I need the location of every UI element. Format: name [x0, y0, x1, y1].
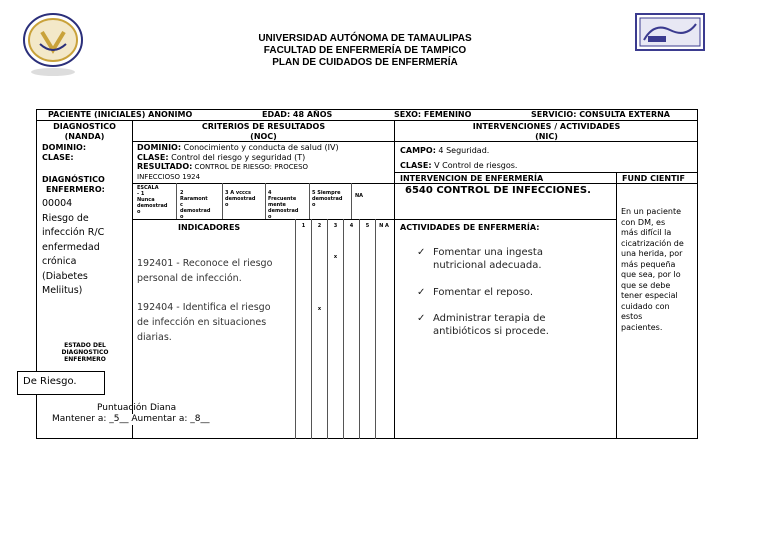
- dx-line: crónica: [42, 256, 77, 267]
- score-col-2: 2: [317, 223, 322, 229]
- noc-class-label: CLASE:: [137, 152, 169, 162]
- text-line: CLASE:: [400, 161, 432, 170]
- noc-result-label: RESULTADO:: [137, 162, 193, 171]
- text-line: 4 Seguridad.: [435, 146, 490, 155]
- text-line: o: [268, 214, 272, 220]
- text-line: o: [312, 202, 316, 208]
- activity-1: [417, 246, 543, 272]
- text-line: que sea, por lo: [621, 270, 681, 279]
- text-line: más pequeña: [621, 259, 676, 269]
- text-line: NA: [355, 193, 364, 199]
- dx-status-line: DIAGNOSTICO: [61, 349, 109, 356]
- dx-nurse-label-1: DIAGNÓSTICO: [42, 175, 105, 184]
- criteria-header: CRITERIOS DE RESULTADOS: [201, 122, 326, 131]
- noc-result-value-2: INFECCIOSO 1924: [137, 172, 201, 181]
- dx-nurse-label-2: ENFERMERO:: [46, 185, 105, 194]
- dx-status-line: ENFERMERO: [64, 356, 106, 363]
- patient-age: EDAD: 48 AÑOS: [262, 110, 333, 119]
- nursing-intervention-header: INTERVENCION DE ENFERMERÍA: [400, 174, 544, 183]
- noc-class-value: Control del riesgo y seguridad (T): [168, 152, 306, 162]
- dx-line: enfermedad: [42, 241, 100, 253]
- text-line: estos: [621, 312, 643, 321]
- activities-label: ACTIVIDADES DE ENFERMERÍA:: [400, 223, 540, 232]
- text-line: o: [137, 209, 141, 215]
- text-line: V Control de riesgos.: [431, 161, 518, 170]
- text-line: cicatrización de: [621, 238, 684, 248]
- nic-field: [400, 146, 489, 155]
- indicator-1-mark: x: [333, 254, 338, 260]
- interventions-header: INTERVENCIONES / ACTIVIDADES: [472, 122, 621, 131]
- text-line: En un paciente: [621, 207, 682, 216]
- text-line: c: [180, 202, 183, 208]
- text-line: Administrar terapia de: [433, 313, 546, 324]
- text-line: Raramont: [180, 196, 208, 202]
- fund-header: FUND CIENTIF: [622, 174, 685, 183]
- text-line: Fomentar una ingesta: [433, 247, 543, 258]
- text-line: 192404 - Identifica el riesgo: [137, 302, 271, 313]
- indicator-2: [137, 300, 271, 345]
- dx-line: Meliitus): [42, 285, 83, 296]
- check-icon: ✓: [417, 287, 426, 298]
- activity-2: [417, 286, 533, 299]
- dx-status-value: De Riesgo.: [17, 371, 105, 395]
- score-target: Mantener a: _5__ Aumentar a: _8__: [52, 414, 210, 424]
- text-line: cuidado con: [621, 301, 670, 311]
- scale-1: [137, 185, 175, 215]
- diagnosis-subheader: (NANDA): [64, 132, 105, 141]
- text-line: CAMPO:: [400, 146, 436, 155]
- text-line: nutricional adecuada.: [433, 260, 542, 271]
- text-line: diarias.: [137, 332, 172, 343]
- patient-initials: PACIENTE (INICIALES) ANONIMO: [48, 110, 193, 119]
- text-line: demostrad: [268, 208, 299, 214]
- intervention-title: 6540 CONTROL DE INFECCIONES.: [405, 185, 591, 196]
- text-line: tener especial: [621, 291, 678, 300]
- dx-class-label: CLASE:: [42, 153, 74, 162]
- text-line: antibióticos si procede.: [433, 326, 549, 337]
- text-line: o: [225, 202, 229, 208]
- criteria-subheader: (NOC): [250, 132, 277, 141]
- scale-na: [355, 193, 385, 199]
- text-line: de infección en situaciones: [137, 317, 267, 328]
- score-col-5: 5: [365, 223, 370, 229]
- text-line: pacientes.: [621, 322, 663, 332]
- text-line: demostrad: [312, 196, 343, 202]
- university-name: UNIVERSIDAD AUTÓNOMA DE TAMAULIPAS: [258, 33, 472, 44]
- text-line: más difícil la: [621, 228, 672, 237]
- scale-5: [312, 190, 350, 208]
- plan-title: PLAN DE CUIDADOS DE ENFERMERÍA: [272, 57, 458, 68]
- dx-line: infección R/C: [42, 227, 105, 238]
- noc-domain-label: DOMINIO:: [137, 143, 182, 152]
- noc-result-value: CONTROL DE RIESGO: PROCESO: [192, 163, 309, 171]
- text-line: una herida, por: [621, 249, 683, 258]
- scale-2: [180, 190, 220, 220]
- university-logo-icon: [22, 10, 84, 78]
- nic-class: [400, 161, 517, 170]
- dx-code: 00004: [42, 198, 73, 209]
- service: SERVICIO: CONSULTA EXTERNA: [531, 110, 670, 119]
- score-title: Puntuación Diana: [97, 403, 177, 413]
- text-line: que se debe: [621, 280, 671, 290]
- dx-line: (Diabetes: [42, 270, 88, 282]
- patient-sex: SEXO: FEMENINO: [394, 110, 472, 119]
- scale-4: [268, 190, 308, 220]
- text-line: demostrad: [225, 196, 256, 202]
- indicator-1: [137, 256, 272, 286]
- text-line: 4: [268, 190, 272, 196]
- text-line: personal de infección.: [137, 273, 242, 284]
- text-line: Fomentar el reposo.: [433, 287, 534, 298]
- score-col-4: 4: [349, 223, 354, 229]
- dx-status-line: ESTADO DEL: [64, 342, 106, 349]
- text-line: Frecuente: [268, 196, 297, 202]
- criteria-block: [137, 143, 393, 182]
- check-icon: ✓: [417, 313, 426, 324]
- score-col-3: 3: [333, 223, 338, 229]
- diagnosis-header: DIAGNOSTICO: [53, 122, 116, 131]
- text-line: 5 Siempre: [312, 190, 341, 196]
- text-line: demostrad: [137, 203, 168, 209]
- score-col-1: 1: [301, 223, 306, 229]
- indicators-label: INDICADORES: [178, 223, 241, 232]
- fund-text: [621, 207, 684, 333]
- text-line: o: [180, 214, 184, 220]
- text-line: ESCALA: [137, 185, 159, 191]
- indicator-2-mark: x: [317, 306, 322, 312]
- score-col-na: N A: [379, 223, 389, 229]
- dx-status-label: [46, 342, 124, 363]
- text-line: 2: [180, 190, 184, 196]
- text-line: 3 A vcccs: [225, 190, 251, 196]
- dx-line: Riesgo de: [42, 212, 89, 224]
- faculty-name: FACULTAD DE ENFERMERÍA DE TAMPICO: [263, 45, 467, 56]
- activity-3: [417, 312, 549, 338]
- text-line: mente: [268, 202, 286, 208]
- text-line: 192401 - Reconoce el riesgo: [137, 258, 273, 269]
- text-line: con DM, es: [621, 217, 666, 227]
- scale-3: [225, 190, 263, 208]
- faculty-seal-icon: [634, 12, 706, 52]
- text-line: - 1: [137, 191, 145, 197]
- noc-domain-value: Conocimiento y conducta de salud (IV): [181, 143, 339, 152]
- text-line: demostrad: [180, 208, 211, 214]
- text-line: Nunca: [137, 197, 155, 203]
- check-icon: ✓: [417, 247, 426, 258]
- dx-domain-label: DOMINIO:: [42, 143, 87, 152]
- dx-text: [42, 197, 104, 299]
- interventions-subheader: (NIC): [535, 132, 558, 141]
